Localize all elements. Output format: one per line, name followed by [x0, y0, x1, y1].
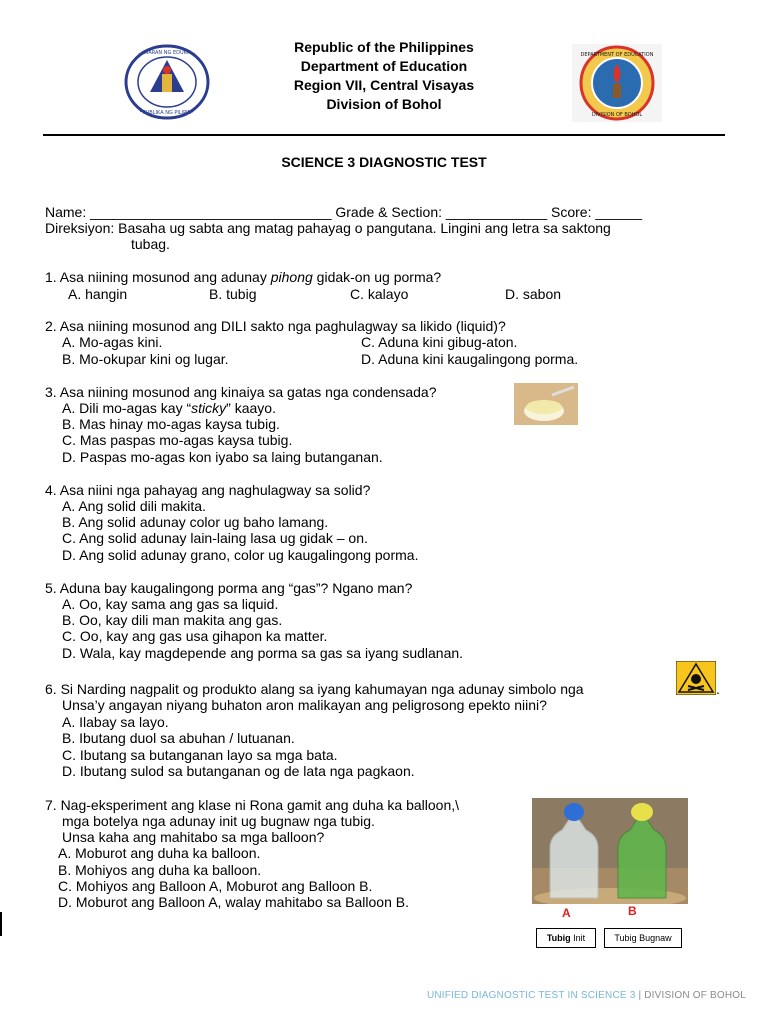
test-title: SCIENCE 3 DIAGNOSTIC TEST — [281, 154, 487, 170]
header-divider — [43, 134, 725, 136]
q2-option-d: D. Aduna kini kaugalingong porma. — [361, 351, 579, 367]
q7-option-d: D. Moburot ang Balloon A, walay mahitabo sa Balloon B. — [58, 894, 409, 910]
q3-option-a: A. Dili mo-agas kay “sticky” kaayo. — [62, 400, 276, 416]
q6-option-c: C. Ibutang sa butanganan layo sa mga bata. — [62, 747, 338, 763]
header-department: Department of Education — [300, 58, 468, 74]
q2-option-a: A. Mo-agas kini. — [62, 334, 163, 350]
svg-text:KAGAWARAN NG EDUKASYON: KAGAWARAN NG EDUKASYON — [130, 50, 204, 56]
question-7-stem: 7. Nag-eksperiment ang klase ni Rona gamit ang duha ka balloon,\ — [45, 797, 460, 813]
balloon-label-b: B — [628, 904, 637, 918]
left-edge-mark — [0, 912, 2, 936]
name-line: Name: _______________________________ Grade & Section: _____________ Score: ______ — [45, 204, 643, 220]
balloon-bottles-photo — [532, 798, 688, 904]
q6-option-d: D. Ibutang sulod sa butanganan og de lata nga pagkaon. — [62, 763, 415, 779]
q1-option-c: C. kalayo — [350, 286, 409, 302]
svg-text:REPUBLIKA NG PILIPINAS: REPUBLIKA NG PILIPINAS — [136, 110, 198, 116]
question-6-stem: 6. Si Narding nagpalit og produkto alang sa iyang kahumayan nga adunay simbolo nga — [45, 681, 584, 697]
q7-option-b: B. Mohiyos ang duha ka balloon. — [58, 862, 262, 878]
header-division: Division of Bohol — [326, 96, 442, 112]
directions-line-cont: tubag. — [131, 236, 170, 252]
caption-cold-water: Tubig Bugnaw — [604, 928, 682, 948]
q5-option-b: B. Oo, kay dili man makita ang gas. — [62, 612, 283, 628]
balloon-label-a: A — [562, 906, 571, 920]
q4-option-c: C. Ang solid adunay lain-laing lasa ug gidak – on. — [62, 530, 368, 546]
svg-text:DIVISION OF BOHOL: DIVISION OF BOHOL — [591, 112, 643, 118]
page-footer — [427, 990, 746, 1001]
q7-option-a: A. Moburot ang duha ka balloon. — [58, 845, 261, 861]
question-7-stem-cont: mga botelya nga adunay init ug bugnaw nga tubig. — [62, 813, 375, 829]
q4-option-b: B. Ang solid adunay color ug baho lamang. — [62, 514, 329, 530]
q2-option-c: C. Aduna kini gibug-aton. — [361, 334, 518, 350]
q7-option-c: C. Mohiyos ang Balloon A, Moburot ang Balloon B. — [58, 878, 373, 894]
q5-option-c: C. Oo, kay ang gas usa gihapon ka matter. — [62, 628, 328, 644]
question-1-stem: 1. Asa niining mosunod ang adunay pihong gidak-on ug porma? — [45, 269, 442, 285]
footer-division: DIVISION OF BOHOL — [644, 990, 746, 1001]
q5-option-d: D. Wala, kay magdepende ang porma sa gas sa iyang sudlanan. — [62, 645, 464, 661]
question-5-stem: 5. Aduna bay kaugalingong porma ang “gas”? Ngano man? — [45, 580, 413, 596]
q1-option-b: B. tubig — [209, 286, 257, 302]
caption-hot-water: Tubig Init — [536, 928, 596, 948]
footer-test-name: UNIFIED DIAGNOSTIC TEST IN SCIENCE 3 — [426, 990, 636, 1001]
question-7-stem-question: Unsa kaha ang mahitabo sa mga balloon? — [62, 829, 325, 845]
header-region: Region VII, Central Visayas — [293, 77, 475, 93]
question-2-stem: 2. Asa niining mosunod ang DILI sakto nga paghulagway sa likido (liquid)? — [45, 318, 506, 334]
q1-option-d: D. sabon — [505, 286, 562, 302]
q3-option-c: C. Mas paspas mo-agas kaysa tubig. — [62, 432, 293, 448]
question-6-stem-cont: Unsa’y angayan niyang buhaton aron malikayan ang peligrosong epekto niini? — [62, 697, 547, 713]
q6-option-a: A. Ilabay sa layo. — [62, 714, 169, 730]
q6-option-b: B. Ibutang duol sa abuhan / lutuanan. — [62, 730, 295, 746]
footer-separator: | — [635, 990, 645, 1001]
header-republic: Republic of the Philippines — [294, 39, 474, 55]
directions-line: Direksiyon: Basaha ug sabta ang matag pahayag o pangutana. Lingini ang letra sa saktong — [45, 220, 611, 236]
q2-option-b: B. Mo-okupar kini og lugar. — [62, 351, 229, 367]
q3-option-d: D. Paspas mo-agas kon iyabo sa laing butanganan. — [62, 449, 383, 465]
q5-option-a: A. Oo, kay sama ang gas sa liquid. — [62, 596, 279, 612]
q1-option-a: A. hangin — [68, 286, 128, 302]
condensed-milk-image — [514, 383, 578, 425]
poison-hazard-icon — [676, 661, 716, 695]
q3-option-b: B. Mas hinay mo-agas kaysa tubig. — [62, 416, 280, 432]
question-3-stem: 3. Asa niining mosunod ang kinaiya sa gatas nga condensada? — [45, 384, 437, 400]
q6-stem-end: . — [716, 681, 720, 697]
q4-option-d: D. Ang solid adunay grano, color ug kaugalingong porma. — [62, 547, 419, 563]
question-4-stem: 4. Asa niini nga pahayag ang naghulagway sa solid? — [45, 482, 371, 498]
q4-option-a: A. Ang solid dili makita. — [62, 498, 206, 514]
svg-text:DEPARTMENT OF EDUCATION: DEPARTMENT OF EDUCATION — [580, 52, 654, 58]
